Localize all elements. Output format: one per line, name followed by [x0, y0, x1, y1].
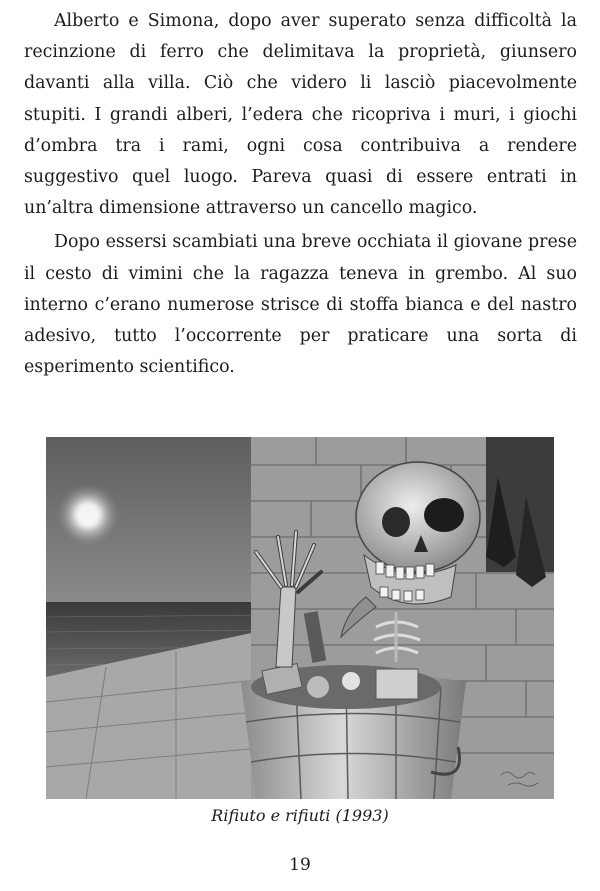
body-text — [24, 6, 577, 383]
paragraph-1: Alberto e Simona, dopo aver superato senza difficoltà la recinzione di ferro che delimitava la proprietà, giunsero davanti alla villa. Ciò che videro li lasciò piacevolmente stupiti. I grandi alberi, l’edera che ricopriva i muri, i giochi d’ombra tra i rami, ogni cosa contribuiva a rendere suggestivo quel luogo. Pareva quasi di essere entrati in un’altra dimensione attraverso un cancello magico. — [24, 11, 577, 219]
figure-caption: Rifiuto e rifiuti (1993) — [211, 806, 389, 825]
paragraph-2: Dopo essersi scambiati una breve occhiata il giovane prese il cesto di vimini che la ragazza teneva in grembo. Al suo interno c’erano numerose strisce di stoffa bianca e del nastro adesivo, tutto l’occorrente per praticare una sorta di esperimento scientifico. — [24, 232, 577, 378]
page-number: 19 — [289, 855, 311, 875]
pencil-drawing-illustration — [46, 437, 554, 799]
